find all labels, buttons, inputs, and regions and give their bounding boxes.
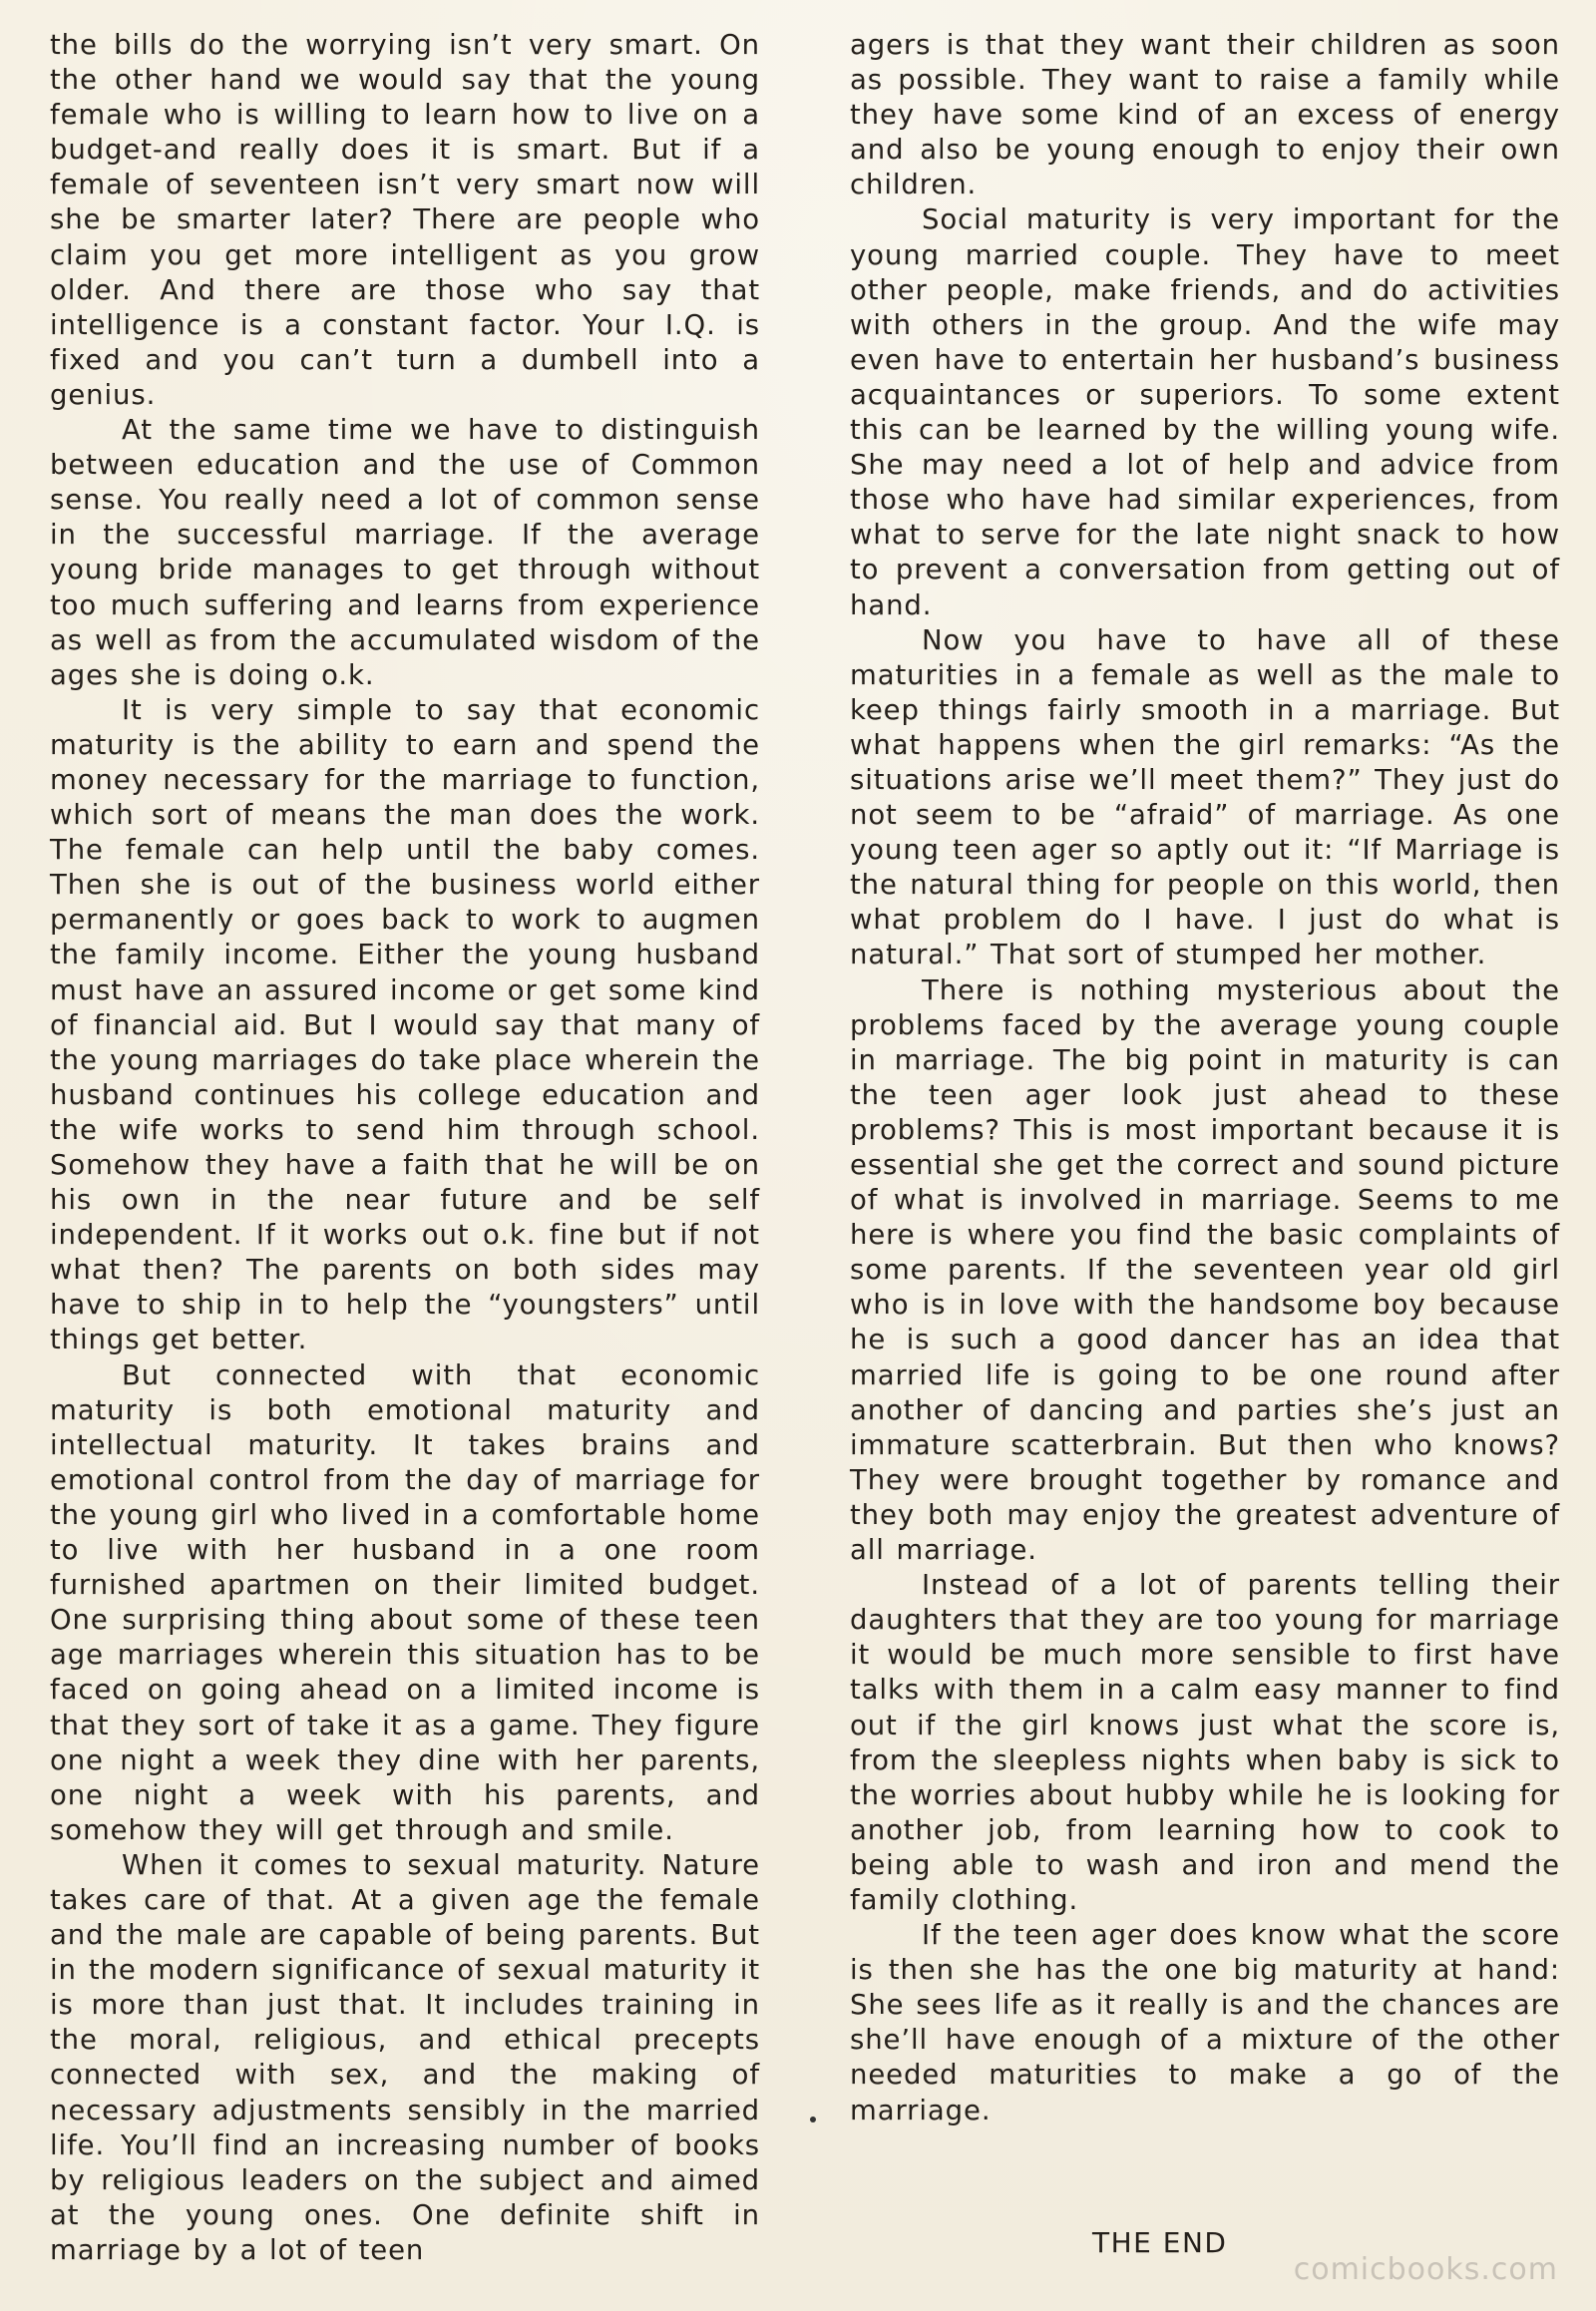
watermark: comicbooks.com bbox=[1293, 2252, 1558, 2287]
paragraph: the bills do the worrying isn’t very smart. On the other hand we would say that the young female who is willing to learn how to live on a budget-and really does it is smart. But if a female of seventeen isn’t very smart now will she be smarter later? There are people who claim you get more intelligent as you grow older. And there are those who say that intelligence is a constant factor. Your I.Q. is fixed and you can’t turn a dumbell into a genius. bbox=[50, 29, 760, 411]
paragraph: Social maturity is very important for the young married couple. They have to meet other people, make friends, and do activities with others in the group. And the wife may even have to entertain her husband’s business acquaintances or superiors. To some extent this can be learned by the willing young wife. She may need a lot of help and advice from those who have had similar experiences, from what to serve for the late night snack to how to prevent a conversation from getting out of hand. bbox=[850, 203, 1560, 621]
paragraph: agers is that they want their children as soon as possible. They want to raise a family while they have some kind of an excess of energy and also be young enough to enjoy their own children. bbox=[850, 29, 1560, 201]
paragraph: Instead of a lot of parents telling their daughters that they are too young for marriage it would be much more sensible to first have talks with them in a calm easy manner to find out if the girl knows just what the score is, from the sleepless nights when baby is sick to the worries about hubby while he is looking for another job, from learning how to cook to being able to wash and iron and mend the family clothing. bbox=[850, 1569, 1560, 1916]
paragraph: There is nothing mysterious about the problems faced by the average young couple in marriage. The big point in maturity is can the teen ager look just ahead to these problems? This is most important because it is essential she get the correct and sound picture of what is involved in marriage. Seems to me here is where you find the basic complaints of some parents. If the seventeen year old girl who is in love with the handsome boy because he is such a good dancer has an idea that married life is going to be one round after another of dancing and parties she’s just an immature scatterbrain. But then who knows? They were brought together by romance and they both may enjoy the greatest adventure of all marriage. bbox=[850, 973, 1560, 1567]
right-text-column bbox=[850, 28, 1560, 2128]
gutter-dot bbox=[810, 2117, 816, 2122]
paragraph: But connected with that economic maturity is both emotional maturity and intellectual maturity. It takes brains and emotional control from the day of marriage for the young girl who lived in a comfortable home to live with her husband in a one room furnished apartmen on their limited budget. One surprising thing about some of these teen age marriages wherein this situation has to be faced on going ahead on a limited income is that they sort of take it as a game. They figure one night a week they dine with her parents, one night a week with his parents, and somehow they will get through and smile. bbox=[50, 1358, 760, 1846]
paragraph: Now you have to have all of these maturities in a female as well as the male to keep things fairly smooth in a marriage. But what happens when the girl remarks: “As the situations arise we’ll meet them?” They just do not seem to be “afraid” of marriage. As one young teen ager so aptly out it: “If Marriage is the natural thing for people on this world, then what problem do I have. I just do what is natural.” That sort of stumped her mother. bbox=[850, 623, 1560, 971]
paragraph: At the same time we have to distinguish between education and the use of Common sense. You really need a lot of common sense in the successful marriage. If the average young bride manages to get through without too much suffering and learns from experience as well as from the accumulated wisdom of the ages she is doing o.k. bbox=[50, 414, 760, 691]
paragraph: If the teen ager does know what the score is then she has the one big maturity at hand: She sees life as it really is and the chances are she’ll have enough of a mixture of the other needed maturities to make a go of the marriage. bbox=[850, 1919, 1560, 2126]
paragraph: When it comes to sexual maturity. Nature takes care of that. At a given age the female and the male are capable of being parents. But in the modern significance of sexual maturity it is more than just that. It includes training in the moral, religious, and ethical precepts connected with sex, and the making of necessary adjustments sensibly in the married life. You’ll find an increasing number of books by religious leaders on the subject and aimed at the young ones. One definite shift in marriage by a lot of teen bbox=[50, 1848, 760, 2266]
paragraph: It is very simple to say that economic maturity is the ability to earn and spend the money necessary for the marriage to function, which sort of means the man does the work. The female can help until the baby comes. Then she is out of the business world either permanently or goes back to work to augmen the family income. Either the young husband must have an assured income or get some kind of financial aid. But I would say that many of the young marriages do take place wherein the husband continues his college education and the wife works to send him through school. Somehow they have a faith that he will be on his own in the near future and be self independent. If it works out o.k. fine but if not what then? The parents on both sides may have to ship in to help the “youngsters” until things get better. bbox=[50, 693, 760, 1356]
the-end-label: THE END bbox=[1092, 2226, 1228, 2259]
left-text-column bbox=[50, 28, 760, 2268]
